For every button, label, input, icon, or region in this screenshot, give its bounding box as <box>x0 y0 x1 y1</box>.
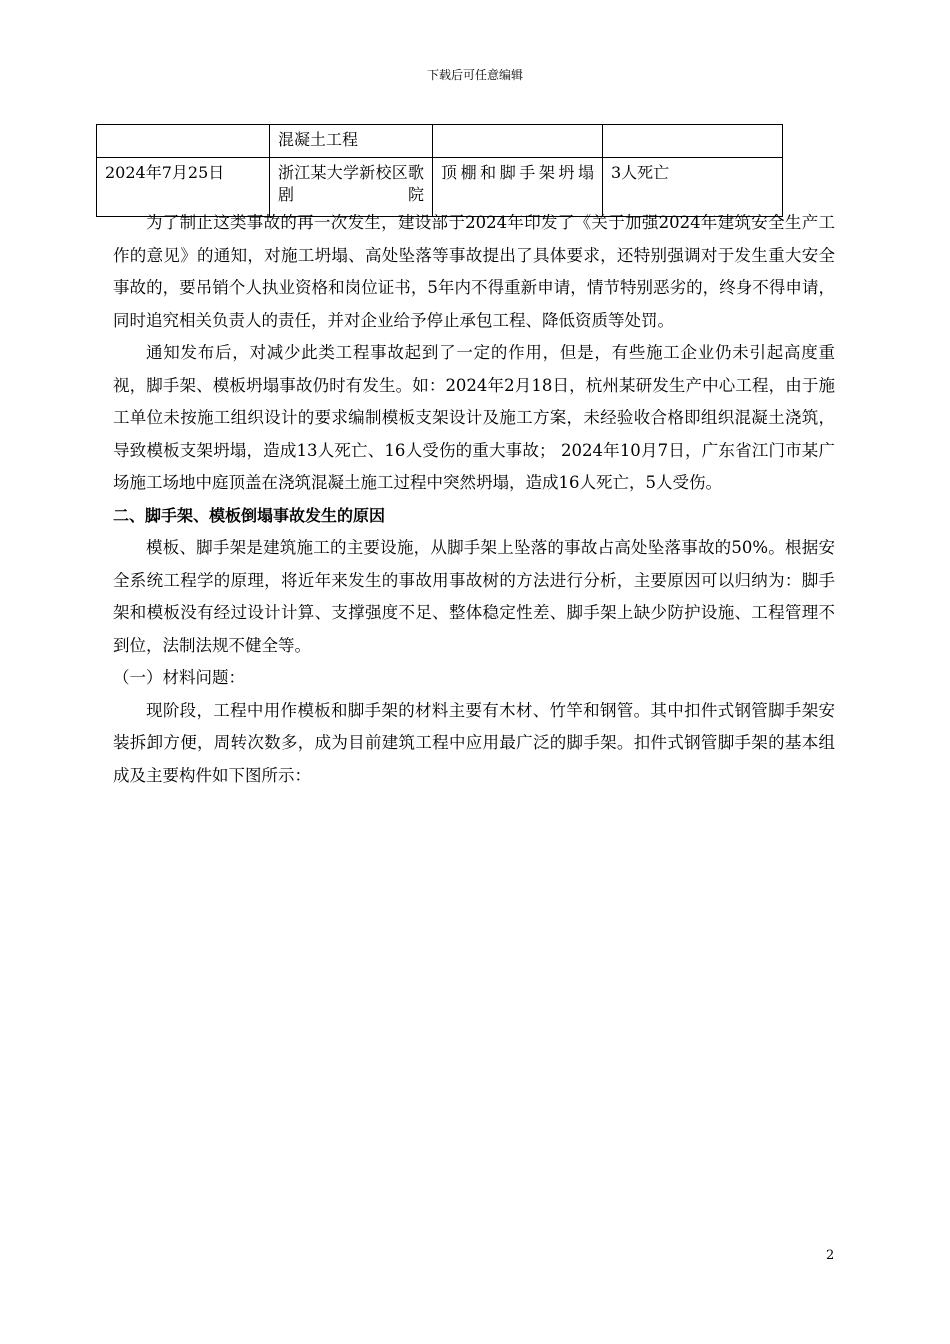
table-row <box>97 125 783 158</box>
subsection-heading: （一）材料问题： <box>113 668 245 687</box>
paragraph: 模板、脚手架是建筑施工的主要设施，从脚手架上坠落的事故占高处坠落事故的50%。根据安全系统工程学的原理，将近年来发生的事故用事故树的方法进行分析，主要原因可以归纳为：脚手架和模板没有经过设计计算、支撑强度不足、整体稳定性差、脚手架上缺少防护设施、工程管理不到位，法制法规不健全等。 <box>113 538 835 655</box>
table-cell-date: 2024年7月25日 <box>97 158 270 217</box>
table-cell <box>603 125 783 158</box>
table-cell <box>433 125 603 158</box>
table-cell: 混凝土工程 <box>270 125 433 158</box>
table-cell-type: 顶棚和脚手架坍塌 <box>433 158 603 217</box>
paragraph: 通知发布后，对减少此类工程事故起到了一定的作用，但是，有些施工企业仍未引起高度重视，脚手架、模板坍塌事故仍时有发生。如：2024年2月18日，杭州某研发生产中心工程，由于施工单位未按施工组织设计的要求编制模板支架设计及施工方案，未经验收合格即组织混凝土浇筑，导致模板支架坍塌，造成13人死亡、16人受伤的重大事故； 2024年10月7日，广东省江门市某广场施工场地中庭顶盖在浇筑混凝土施工过程中突然坍塌，造成16人死亡，5人受伤。 <box>113 343 835 492</box>
table-cell <box>97 125 270 158</box>
table-cell-location: 浙江某大学新校区歌剧院 <box>270 158 433 217</box>
document-body <box>113 207 835 792</box>
page-number: 2 <box>826 1248 835 1263</box>
paragraph: 现阶段，工程中用作模板和脚手架的材料主要有木材、竹竿和钢管。其中扣件式钢管脚手架安装拆卸方便，周转次数多，成为目前建筑工程中应用最广泛的脚手架。扣件式钢管脚手架的基本组成及主要构件如下图所示： <box>113 700 835 785</box>
table-cell-casualties: 3人死亡 <box>603 158 783 217</box>
accident-table <box>96 124 783 217</box>
paragraph: 为了制止这类事故的再一次发生，建设部于2024年印发了《关于加强2024年建筑安全生产工作的意见》的通知，对施工坍塌、高处坠落等事故提出了具体要求，还特别强调对于发生重大安全事故的，要吊销个人执业资格和岗位证书，5年内不得重新申请，情节特别恶劣的，终身不得申请，同时追究相关负责人的责任，并对企业给予停止承包工程、降低资质等处罚。 <box>113 213 835 330</box>
page-header: 下载后可任意编辑 <box>426 68 523 82</box>
section-heading: 二、脚手架、模板倒塌事故发生的原因 <box>113 505 386 525</box>
